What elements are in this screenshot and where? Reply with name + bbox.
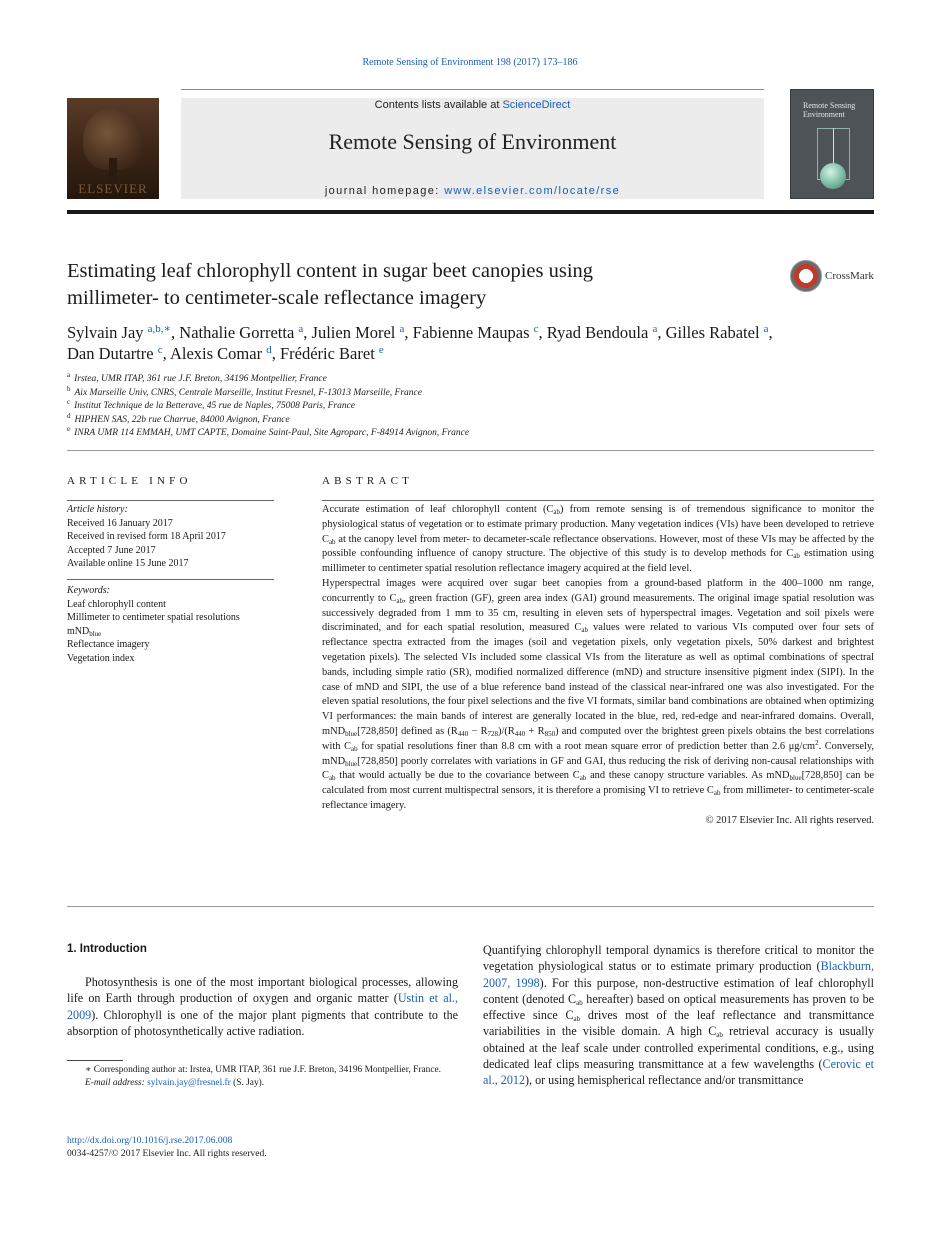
article-title-line1: Estimating leaf chlorophyll content in sugar beet canopies using <box>67 260 594 282</box>
publisher-logo <box>67 98 159 199</box>
mnd-sub: blue <box>789 774 802 783</box>
intro-text: Photosynthesis is one of the most important biological processes, allowing life on Earth through production of oxygen and organic matter ( <box>67 975 458 1006</box>
cab-sub: ab <box>328 537 336 546</box>
affiliation-key: d <box>67 411 71 420</box>
abstract-paragraph-1 <box>322 503 874 577</box>
unit-sup: 2 <box>815 738 819 747</box>
abstract-paragraph-2 <box>322 577 874 814</box>
keywords-rule <box>67 579 274 580</box>
journal-title: Remote Sensing of Environment <box>328 129 617 154</box>
cab-sub: ab <box>716 1031 723 1040</box>
journal-cover-thumbnail[interactable] <box>790 89 874 199</box>
author-line-1 <box>67 322 867 343</box>
article-title-line2: millimeter- to centimeter-scale reflectance imagery <box>67 287 487 309</box>
affiliation-item <box>67 427 827 441</box>
author-name: Sylvain Jay <box>67 323 144 342</box>
intro-text: drives most of the leaf reflectance and transmittance variabilities in the visible domain. A high <box>483 1008 874 1039</box>
affiliation-item <box>67 400 827 414</box>
contents-line <box>181 99 764 111</box>
doi-block <box>67 1134 467 1160</box>
cab-sub: ab <box>793 552 800 561</box>
author-list <box>67 322 867 364</box>
doi-link[interactable]: http://dx.doi.org/10.1016/j.rse.2017.06.008 <box>67 1135 233 1146</box>
introduction-left-column <box>67 974 458 1039</box>
intro-text: hereafter) based on optical measurements has proven to be effective since <box>483 991 874 1023</box>
footnote-marker: ∗ <box>85 1065 92 1075</box>
mnd-sub: blue <box>345 759 358 768</box>
history-online: Available online 15 June 2017 <box>67 558 189 569</box>
cab-symbol: C <box>706 785 714 797</box>
issn-copyright: 0034-4257/© 2017 Elsevier Inc. All rights reserved. <box>67 1148 267 1159</box>
r-symbol: R <box>480 725 488 737</box>
affiliation-key: b <box>67 384 71 393</box>
keyword-mnd: mND <box>67 625 90 637</box>
keyword-item: Leaf chlorophyll content <box>67 598 166 610</box>
cab-symbol: C <box>389 592 397 604</box>
author-email-link[interactable]: sylvain.jay@fresnel.fr <box>147 1078 231 1088</box>
abstract-text: [728,850] poorly correlates with variations in GF and GAI, thus reducing the risk of deriving non-causal relationships with <box>357 755 874 767</box>
cab-symbol: C <box>568 991 577 1006</box>
cab-symbol: C <box>344 740 351 752</box>
author-affiliation-link[interactable]: e <box>378 344 384 356</box>
r-sub: 850 <box>544 729 556 738</box>
cab-sub: ab <box>581 626 588 635</box>
mnd-sub: blue <box>345 729 358 738</box>
affiliation-text: HIPHEN SAS, 22b rue Charrue, 84000 Avignon, France <box>74 414 290 425</box>
cab-sub: ab <box>576 998 583 1007</box>
citation-text[interactable]: Remote Sensing of Environment 198 (2017) 173–186 <box>362 57 578 68</box>
author-affiliation-link[interactable]: a <box>763 323 769 335</box>
email-suffix: (S. Jay). <box>230 1078 265 1088</box>
author-name: Nathalie Gorretta <box>179 323 295 342</box>
intro-text: ). Chlorophyll is one of the major plant pigments that contribute to the absorption of photosynthetically active radiation. <box>67 1007 458 1038</box>
journal-banner <box>181 98 764 199</box>
author-line-2 <box>67 343 867 364</box>
author-affiliation-link[interactable]: c <box>157 344 163 356</box>
cover-title-line1: Remote Sensing <box>803 101 856 110</box>
cab-symbol: C <box>574 622 582 634</box>
affiliation-item <box>67 411 827 428</box>
affiliation-text: INRA UMR 114 EMMAH, UMT CAPTE, Domaine Saint-Paul, Site Agroparc, F-84914 Avignon, France <box>74 428 470 438</box>
cab-symbol: C <box>565 1008 574 1023</box>
keywords-label: Keywords: <box>67 585 110 596</box>
keyword-item: Vegetation index <box>67 652 135 664</box>
citation-ustin-link[interactable]: Ustin et al., 2009 <box>67 991 458 1022</box>
affiliation-text: Institut Technique de la Betterave, 45 rue de Naples, 75008 Paris, France <box>74 401 356 411</box>
cover-title-line2: Environment <box>803 110 845 119</box>
intro-text: retrieval accuracy is usually obtained at the leaf scale under controlled experimental conditions, e.g., using dedicated leaf clips measuring transmittance at a few wavelengths ( <box>483 1024 875 1072</box>
mnd-symbol: mND <box>322 755 346 767</box>
affiliation-text: Aix Marseille Univ, CNRS, Centrale Marseille, Institut Fresnel, F-13013 Marseille, France <box>74 387 422 398</box>
abstract-text: that would actually be due to the covariance between <box>335 770 573 782</box>
author-affiliation-link[interactable]: d <box>266 344 272 356</box>
author-separator: , <box>404 323 413 342</box>
r-symbol: R <box>537 725 545 737</box>
article-history <box>67 503 277 571</box>
abstract-heading: ABSTRACT <box>322 475 414 487</box>
article-info-rule <box>67 500 274 501</box>
history-label: Article history: <box>67 504 128 515</box>
r-symbol: R <box>450 725 458 737</box>
r-sub: 440 <box>514 729 526 738</box>
author-separator: , <box>303 323 312 342</box>
header-rule <box>67 210 874 214</box>
author-name: Alexis Comar <box>169 344 263 363</box>
author-name: Frédéric Baret <box>279 344 375 363</box>
footnote-text: Corresponding author at: Irstea, UMR ITAP, 361 rue J.F. Breton, 34196 Montpellier, France. <box>91 1065 442 1075</box>
author-separator: , <box>171 323 180 342</box>
abstract-text: for spatial resolutions finer than 8.8 cm with a root mean square error of prediction better than 2.6 μg/cm <box>357 740 816 752</box>
cab-sub: ab <box>351 744 358 753</box>
mnd-symbol: mND <box>322 725 346 737</box>
abstract-text: [728,850] can be calculated from most current multispectral sensors, it is therefore a promising VI to retrieve <box>322 770 874 797</box>
abstract-operator: )/( <box>498 725 508 737</box>
introduction-heading: 1. Introduction <box>67 943 147 955</box>
affiliation-key: c <box>67 398 71 406</box>
cover-orb-icon <box>820 163 846 189</box>
corresponding-author-footnote <box>67 1064 459 1090</box>
affiliation-key: a <box>67 371 71 379</box>
cab-symbol: C <box>322 533 329 545</box>
abstract-text: at the canopy level from meter- to decameter-scale reflectance observations. However, most of these VIs may be affected by the possible confounding influence of canopy structure. The objective of this study is to develop methods for <box>322 533 874 560</box>
author-name: Gilles Rabatel <box>665 323 760 342</box>
banner-top-rule <box>181 89 764 90</box>
abstract-text: from millimeter- to centimeter-scale reflectance imagery. <box>322 785 874 811</box>
abstract-operator: + <box>525 725 538 737</box>
author-separator: , <box>657 323 666 342</box>
affiliation-text: Irstea, UMR ITAP, 361 rue J.F. Breton, 34196 Montpellier, France <box>74 374 327 384</box>
cab-symbol: C <box>546 504 554 515</box>
abstract-bottom-rule <box>67 906 874 907</box>
affiliation-rule <box>67 450 874 451</box>
abstract-text: , green fraction (GF), green area index (GAI) ground measurements. The original image spatial resolution was successively degraded from 1 mm to 35 cm, resulting in eleven sets of hyperspectral images. Vegetation and soil pixels were discriminated, and for each spatial resolution, measured <box>322 592 874 634</box>
keyword-item: Millimeter to centimeter spatial resolutions <box>67 612 240 623</box>
keyword-item: Reflectance imagery <box>67 639 150 650</box>
author-affiliation-link[interactable]: c <box>533 323 539 335</box>
cab-symbol: C <box>708 1024 717 1039</box>
abstract-operator: − <box>468 725 481 737</box>
affiliation-key: e <box>67 425 71 433</box>
author-separator: , <box>271 344 280 363</box>
contents-prefix: Contents lists available at <box>374 99 503 111</box>
citation-blackburn-link[interactable]: Blackburn, 2007, 1998 <box>483 959 874 990</box>
history-received: Received 16 January 2017 <box>67 517 173 529</box>
footnote-corresponding <box>67 1064 459 1077</box>
article-title <box>67 258 767 312</box>
r-sub: 440 <box>457 729 469 738</box>
author-name: Ryad Bendoula <box>546 323 649 342</box>
intro-text: ). For this purpose, non-destructive estimation of leaf chlorophyll content (denoted <box>483 975 875 1006</box>
author-affiliation-link[interactable]: a,b,∗ <box>147 323 172 335</box>
author-name: Julien Morel <box>311 323 396 342</box>
cover-line-shape <box>833 128 834 164</box>
affiliation-item <box>67 373 827 387</box>
article-info-heading: ARTICLE INFO <box>67 475 192 487</box>
history-accepted: Accepted 7 June 2017 <box>67 544 156 556</box>
author-affiliation-link[interactable]: a <box>399 323 405 335</box>
sciencedirect-link[interactable]: ScienceDirect <box>502 99 571 111</box>
keyword-mnd-sub: blue <box>89 629 102 638</box>
cab-sub: ab <box>713 789 721 798</box>
homepage-link[interactable]: www.elsevier.com/locate/rse <box>444 185 621 197</box>
intro-text: Quantifying chlorophyll temporal dynamics is therefore critical to monitor the vegetation physiological status or to estimate primary production ( <box>483 943 874 974</box>
introduction-right-column <box>483 942 874 1089</box>
history-revised: Received in revised form 18 April 2017 <box>67 531 226 542</box>
cab-sub: ab <box>579 774 587 783</box>
author-name: Dan Dutartre <box>67 344 154 363</box>
mnd-symbol: mND <box>766 770 790 782</box>
abstract-text: estimation using millimeter to centimeter spatial resolution reflectance imagery acquired at the field level. <box>322 548 875 575</box>
keyword-item <box>67 625 277 639</box>
cover-title <box>803 101 855 119</box>
crossmark-label: CrossMark <box>825 270 874 282</box>
abstract-text: values were related to various VIs computed over four sets of reflectance spectra extracted from the images (soil and vegetation pixels, only vegetation pixels, 50% darkest and brightest vegetation pixels). The selected VIs included some classical VIs from the literature as well as optimal combinations of spectral bands, including simple ratio (SR), modified normalized difference (mND) and structure insensitive pigment index (SIPI). In the case of mND and SIPI, the use of a blue reference band instead of the classical near-infrared one was also investigated. For the eleven spatial resolutions, the four pixel selections and the five VI formats, similar band combinations are obtained when optimizing VI performances: the main bands of interest are generally located in the blue, red, red-edge and near-infrared domains. Overall, <box>322 622 875 723</box>
footnote-rule <box>67 1060 123 1061</box>
homepage-line <box>181 185 764 197</box>
author-separator: , <box>538 323 547 342</box>
cab-sub: ab <box>328 774 336 783</box>
abstract-text: Hyperspectral images were acquired over sugar beet canopies from a ground-based platform in the 400–1000 nm range, concurrently to <box>322 577 874 604</box>
r-symbol: R <box>507 725 515 737</box>
author-affiliation-link[interactable]: a <box>652 323 658 335</box>
abstract-text: . Conversely, <box>818 740 874 752</box>
citation-cerovic-link[interactable]: Cerovic et al., 2012 <box>483 1057 874 1088</box>
footnote-email <box>67 1077 459 1090</box>
cab-symbol: C <box>786 548 794 560</box>
abstract-text: and these canopy structure variables. As <box>586 770 767 782</box>
cab-sub: ab <box>396 596 403 605</box>
cab-symbol: C <box>322 770 329 782</box>
intro-text: ), or using hemispherical reflectance and/or transmittance <box>525 1073 804 1088</box>
abstract-text: ) from remote sensing is of tremendous significance to monitor the physiological status of vegetation or to estimate primary production. Many vegetation indices (VIs) have been developed to retrieve <box>322 504 874 530</box>
affiliation-item <box>67 384 827 401</box>
abstract-rule <box>322 500 874 501</box>
author-separator: , <box>162 344 170 363</box>
abstract-copyright: © 2017 Elsevier Inc. All rights reserved. <box>705 814 874 826</box>
cab-sub: ab <box>553 508 560 516</box>
journal-citation-link[interactable] <box>0 57 925 68</box>
crossmark-badge[interactable] <box>790 258 880 294</box>
author-affiliation-link[interactable]: a <box>298 323 304 335</box>
email-label: E-mail address: <box>85 1078 148 1088</box>
r-sub: 728 <box>487 729 499 738</box>
abstract-body <box>322 503 874 829</box>
abstract-text: Accurate estimation of leaf chlorophyll content ( <box>322 504 547 515</box>
affiliation-list <box>67 373 827 441</box>
homepage-prefix: journal homepage: <box>324 185 445 197</box>
cab-symbol: C <box>572 770 580 782</box>
crossmark-icon <box>790 260 822 292</box>
publisher-logo-text: ELSEVIER <box>78 181 148 196</box>
keyword-list <box>67 584 277 665</box>
author-name: Fabienne Maupas <box>412 323 530 342</box>
cab-sub: ab <box>573 1015 581 1024</box>
author-separator: , <box>768 323 773 342</box>
abstract-text: ) and computed over the brightest green pixels obtains the best correlations with <box>322 725 875 752</box>
abstract-text: [728,850] defined as ( <box>357 725 451 737</box>
